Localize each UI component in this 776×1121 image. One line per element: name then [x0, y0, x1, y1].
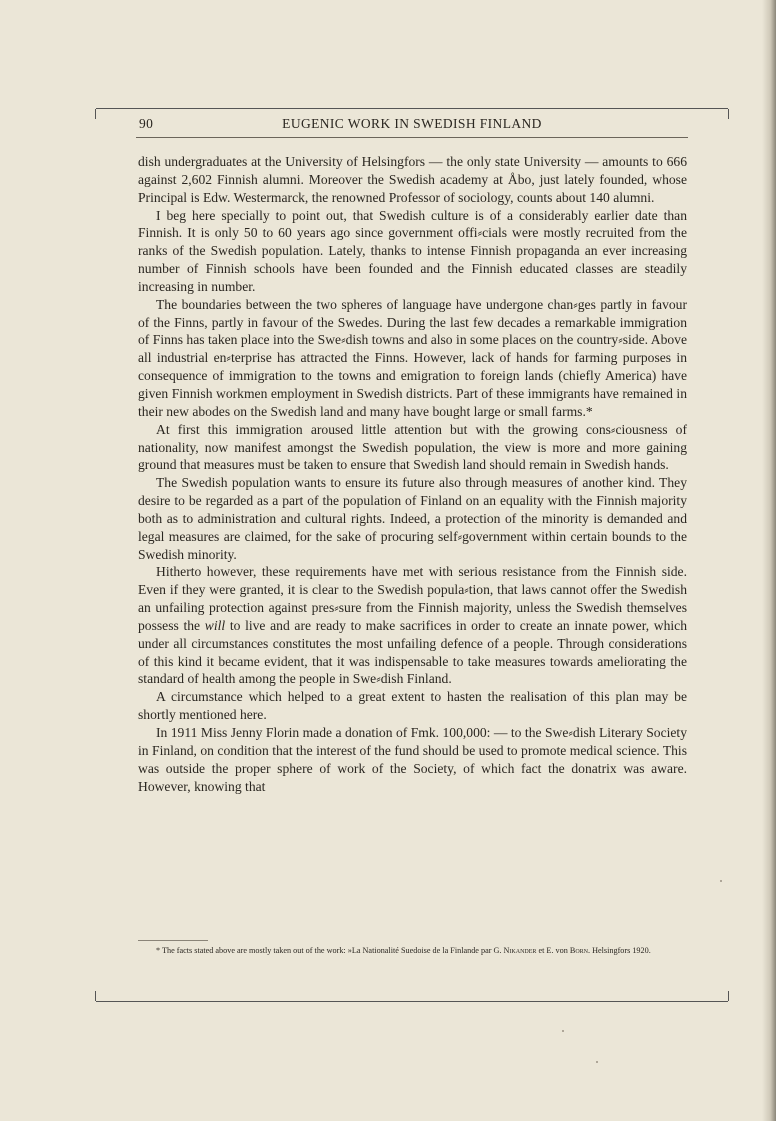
text-run: Hitherto however, these requirements have met with serious resistance from the Finnish side. Even if they were granted, it is clear to the Swedish popula⸗tion, that laws cannot offer the Swedish an unfailing protection against pres⸗sure from the Finnish majority, unless the Swedish themselves possess the: [138, 564, 687, 633]
footnote-author-2: Born: [569, 946, 588, 955]
paper-speck: [720, 880, 722, 882]
body-paragraph: [138, 474, 687, 563]
page-number: 90: [139, 116, 154, 131]
footnote-paragraph: [138, 945, 687, 957]
body-paragraph: [138, 563, 687, 688]
page-edge-shadow: [762, 0, 776, 1121]
body-paragraph: [138, 421, 687, 475]
emphasized-text: will: [204, 617, 226, 633]
text-run: to live and are ready to make sacrifices in order to create an innate power, which under all circumstances constitutes the most unfailing defence of a people. Through considerations of this kind it became evident, that it was indispensable to take measures towards ameliorating the standard of health among the people in Swe⸗dish Finland.: [138, 617, 687, 687]
footnote-tail: . Helsingfors 1920.: [588, 946, 651, 955]
running-title: EUGENIC WORK IN SWEDISH FINLAND: [282, 116, 542, 131]
text-run: The Swedish population wants to ensure its future also through measures of another kind. They desire to be regarded as a part of the population of Finland on an equality with the Finnish majority both as to administration and cultural rights. Indeed, a protection of the minority is demanded and legal measures are claimed, for the sake of procuring self⸗government within certain bounds to the Swedish minority.: [138, 475, 687, 562]
text-run: A circumstance which helped to a great extent to hasten the realisation of this plan may be shortly mentioned here.: [138, 689, 687, 723]
footnote-mid: et E. von: [536, 946, 570, 955]
text-run: I beg here specially to point out, that Swedish culture is of a considerably earlier date than Finnish. It is only 50 to 60 years ago since government offi⸗cials were mostly recruited from the ranks of the Swedish population. Lately, thanks to intense Finnish propaganda an ever increasing number of Finnish schools have been founded and the Finnish educated classes are steadily increasing in number.: [138, 207, 687, 294]
paper-speck: [562, 1030, 564, 1032]
text-run: dish undergraduates at the University of Helsingfors — the only state University — amounts to 666 against 2,602 Finnish alumni. Moreover the Swedish academy at Åbo, just lately founded, whose Principal is Edw. Westermarck, the renowned Professor of sociology, counts about 140 alumni.: [138, 154, 687, 205]
body-paragraph: [138, 153, 687, 207]
text-run: At first this immigration aroused little attention but with the growing cons⸗ciousness of nationality, now manifest amongst the Swedish population, the view is more and more gaining ground that measures must be taken to ensure that Swedish land should remain in Swedish hands.: [138, 421, 687, 473]
body-paragraph: [138, 207, 687, 296]
body-paragraph: [138, 688, 687, 724]
text-run: The boundaries between the two spheres of language have undergone chan⸗ges partly in favour of the Finns, partly in favour of the Swedes. During the last few decades a remarkable immigration of Finns has taken place into the Swe⸗dish towns and also in some places on the country⸗side. Above all industrial en⸗terprise has attracted the Finns. However, lack of hands for farming purposes in consequence of immigration to the towns and emigration to foreign lands (chiefly America) have given Finnish workmen employment in Swedish districts. Part of these immigrants have remained in their new abodes on the Swedish land and many have bought large or small farms.*: [138, 296, 687, 419]
paper-speck: [596, 1061, 598, 1063]
header-rule: [136, 137, 688, 138]
footnote-lead: * The facts stated above are mostly taken out of the work: »La Nationalité Suedoise de la Finlande par G.: [156, 946, 504, 955]
body-text: [138, 153, 687, 795]
body-paragraph: [138, 724, 687, 795]
text-run: In 1911 Miss Jenny Florin made a donation of Fmk. 100,000: — to the Swe⸗dish Literary Society in Finland, on condition that the interest of the fund should be used to promote medical science. This was outside the proper sphere of work of the Society, of which fact the donatrix was aware. However, knowing that: [138, 725, 687, 794]
footnote: [138, 945, 687, 957]
body-paragraph: [138, 296, 687, 421]
footnote-rule: [138, 940, 208, 941]
footnote-author-1: Nikander: [503, 946, 537, 955]
